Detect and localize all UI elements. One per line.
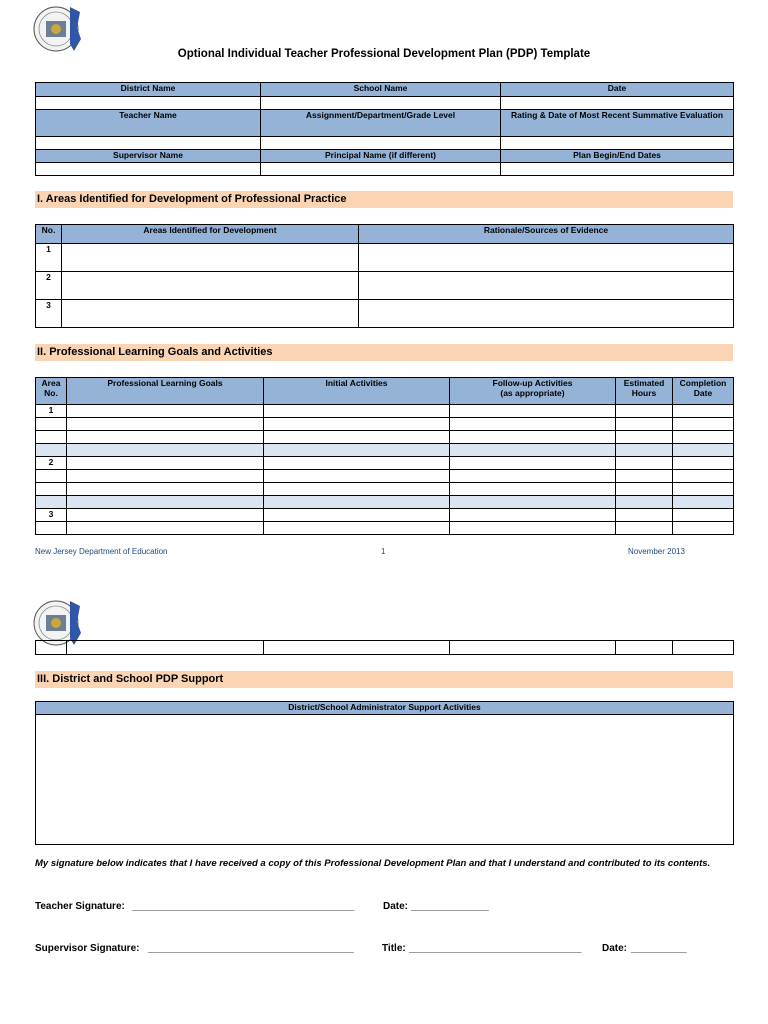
footer-page-number: 1 <box>381 547 386 556</box>
initial-cell[interactable] <box>264 457 450 470</box>
teacher-signature-label: Teacher Signature: <box>35 901 125 912</box>
initial-cell[interactable] <box>264 431 450 444</box>
acknowledgement-text: My signature below indicates that I have received a copy of this Professional Development Plan and that I understand and contributed to its contents. <box>35 858 711 869</box>
col-no-header: No. <box>36 225 62 244</box>
completion-cell[interactable] <box>673 483 734 496</box>
col-areas-header: Areas Identified for Development <box>62 225 359 244</box>
document-title: Optional Individual Teacher Professional Development Plan (PDP) Template <box>177 48 591 60</box>
initial-cell[interactable] <box>264 509 450 522</box>
hours-cell[interactable] <box>616 470 673 483</box>
teacher-info-table <box>35 82 734 176</box>
followup-cell[interactable] <box>450 509 616 522</box>
support-table <box>35 701 734 845</box>
date-header: Date <box>501 83 734 97</box>
followup-cell[interactable] <box>450 405 616 418</box>
support-activities-header: District/School Administrator Support Activities <box>36 702 734 715</box>
separator-cell <box>450 496 616 509</box>
area-number: 1 <box>36 405 67 418</box>
goal-cell[interactable] <box>67 522 264 535</box>
followup-cell[interactable] <box>450 470 616 483</box>
separator-cell <box>673 496 734 509</box>
completion-cell[interactable] <box>673 418 734 431</box>
separator-cell <box>616 444 673 457</box>
rating-field[interactable] <box>501 137 734 150</box>
separator-cell <box>616 496 673 509</box>
col-completion-header: Completion Date <box>673 378 734 405</box>
areas-table <box>35 224 734 328</box>
supervisor-signature-label: Supervisor Signature: <box>35 943 140 954</box>
followup-line-1: Follow-up Activities <box>492 378 573 388</box>
area-number-blank <box>36 470 67 483</box>
area-number-blank <box>36 431 67 444</box>
initial-cell[interactable] <box>264 405 450 418</box>
goals-table-continued <box>35 640 734 655</box>
completion-cell[interactable] <box>673 522 734 535</box>
initial-cell[interactable] <box>264 470 450 483</box>
hours-cell[interactable] <box>616 522 673 535</box>
goal-cell[interactable] <box>67 641 264 655</box>
hours-cell[interactable] <box>616 457 673 470</box>
assignment-header: Assignment/Department/Grade Level <box>261 110 501 137</box>
followup-cell[interactable] <box>450 431 616 444</box>
goal-cell[interactable] <box>67 483 264 496</box>
goal-cell[interactable] <box>67 470 264 483</box>
area-number-blank <box>36 522 67 535</box>
teacher-signature-line[interactable]: ________________________________________ <box>132 901 355 912</box>
hours-cell[interactable] <box>616 483 673 496</box>
separator-cell <box>264 496 450 509</box>
title-label: Title: <box>382 943 406 954</box>
goal-cell[interactable] <box>67 509 264 522</box>
col-hours-header: Estimated Hours <box>616 378 673 405</box>
teacher-date-line[interactable]: ______________ <box>411 901 489 912</box>
support-activities-field[interactable] <box>36 715 734 845</box>
followup-line-2: (as appropriate) <box>500 388 565 398</box>
separator-cell <box>264 444 450 457</box>
area-number-blank <box>36 418 67 431</box>
completion-cell[interactable] <box>673 405 734 418</box>
section1-heading: I. Areas Identified for Development of Professional Practice <box>35 191 733 208</box>
section2-heading: II. Professional Learning Goals and Activities <box>35 344 733 361</box>
area-field[interactable] <box>62 272 359 300</box>
district-name-header: District Name <box>36 83 261 97</box>
hours-cell[interactable] <box>616 509 673 522</box>
supervisor-date-line[interactable]: __________ <box>631 943 687 954</box>
col-area-no-header: Area No. <box>36 378 67 405</box>
col-followup-header <box>450 378 616 405</box>
col-initial-header: Initial Activities <box>264 378 450 405</box>
initial-cell[interactable] <box>264 483 450 496</box>
col-goals-header: Professional Learning Goals <box>67 378 264 405</box>
hours-cell[interactable] <box>616 405 673 418</box>
plan-dates-field[interactable] <box>501 163 734 176</box>
assignment-field[interactable] <box>261 137 501 150</box>
hours-cell[interactable] <box>616 641 673 655</box>
followup-cell[interactable] <box>450 641 616 655</box>
footer-department: New Jersey Department of Education <box>35 547 168 556</box>
goal-cell[interactable] <box>67 405 264 418</box>
followup-cell[interactable] <box>450 457 616 470</box>
goal-cell[interactable] <box>67 431 264 444</box>
section3-heading: III. District and School PDP Support <box>35 671 733 688</box>
teacher-name-header: Teacher Name <box>36 110 261 137</box>
area-number: 2 <box>36 457 67 470</box>
hours-cell[interactable] <box>616 431 673 444</box>
area-row-number: 2 <box>36 272 62 300</box>
col-rationale-header: Rationale/Sources of Evidence <box>359 225 734 244</box>
goal-cell[interactable] <box>67 418 264 431</box>
date-field[interactable] <box>501 97 734 110</box>
separator-cell <box>36 444 67 457</box>
hours-cell[interactable] <box>616 418 673 431</box>
school-name-header: School Name <box>261 83 501 97</box>
separator-cell <box>67 444 264 457</box>
area-field[interactable] <box>62 244 359 272</box>
initial-cell[interactable] <box>264 522 450 535</box>
completion-cell[interactable] <box>673 470 734 483</box>
teacher-date-label: Date: <box>383 901 409 912</box>
separator-cell <box>36 496 67 509</box>
school-name-field[interactable] <box>261 97 501 110</box>
teacher-name-field[interactable] <box>36 137 261 150</box>
footer-date: November 2013 <box>628 547 685 556</box>
initial-cell[interactable] <box>264 641 450 655</box>
followup-cell[interactable] <box>450 522 616 535</box>
supervisor-name-header: Supervisor Name <box>36 150 261 163</box>
supervisor-date-label: Date: <box>602 943 628 954</box>
completion-cell[interactable] <box>673 641 734 655</box>
area-number-blank <box>36 483 67 496</box>
supervisor-signature-line[interactable]: _____________________________________ <box>148 943 354 954</box>
plan-dates-header: Plan Begin/End Dates <box>501 150 734 163</box>
area-number: 3 <box>36 509 67 522</box>
area-row-number: 1 <box>36 244 62 272</box>
supervisor-name-field[interactable] <box>36 163 261 176</box>
title-line[interactable]: _______________________________ <box>409 943 582 954</box>
goals-table <box>35 377 734 535</box>
followup-cell[interactable] <box>450 418 616 431</box>
area-row-number: 3 <box>36 300 62 328</box>
area-field[interactable] <box>62 300 359 328</box>
followup-cell[interactable] <box>450 483 616 496</box>
rationale-field[interactable] <box>359 272 734 300</box>
rating-header: Rating & Date of Most Recent Summative Evaluation <box>501 110 734 137</box>
separator-cell <box>67 496 264 509</box>
completion-cell[interactable] <box>673 509 734 522</box>
rationale-field[interactable] <box>359 244 734 272</box>
goal-cell[interactable] <box>67 457 264 470</box>
principal-name-header: Principal Name (if different) <box>261 150 501 163</box>
completion-cell[interactable] <box>673 457 734 470</box>
area-number-blank <box>36 641 67 655</box>
separator-cell <box>450 444 616 457</box>
initial-cell[interactable] <box>264 418 450 431</box>
district-name-field[interactable] <box>36 97 261 110</box>
separator-cell <box>673 444 734 457</box>
completion-cell[interactable] <box>673 431 734 444</box>
principal-name-field[interactable] <box>261 163 501 176</box>
rationale-field[interactable] <box>359 300 734 328</box>
